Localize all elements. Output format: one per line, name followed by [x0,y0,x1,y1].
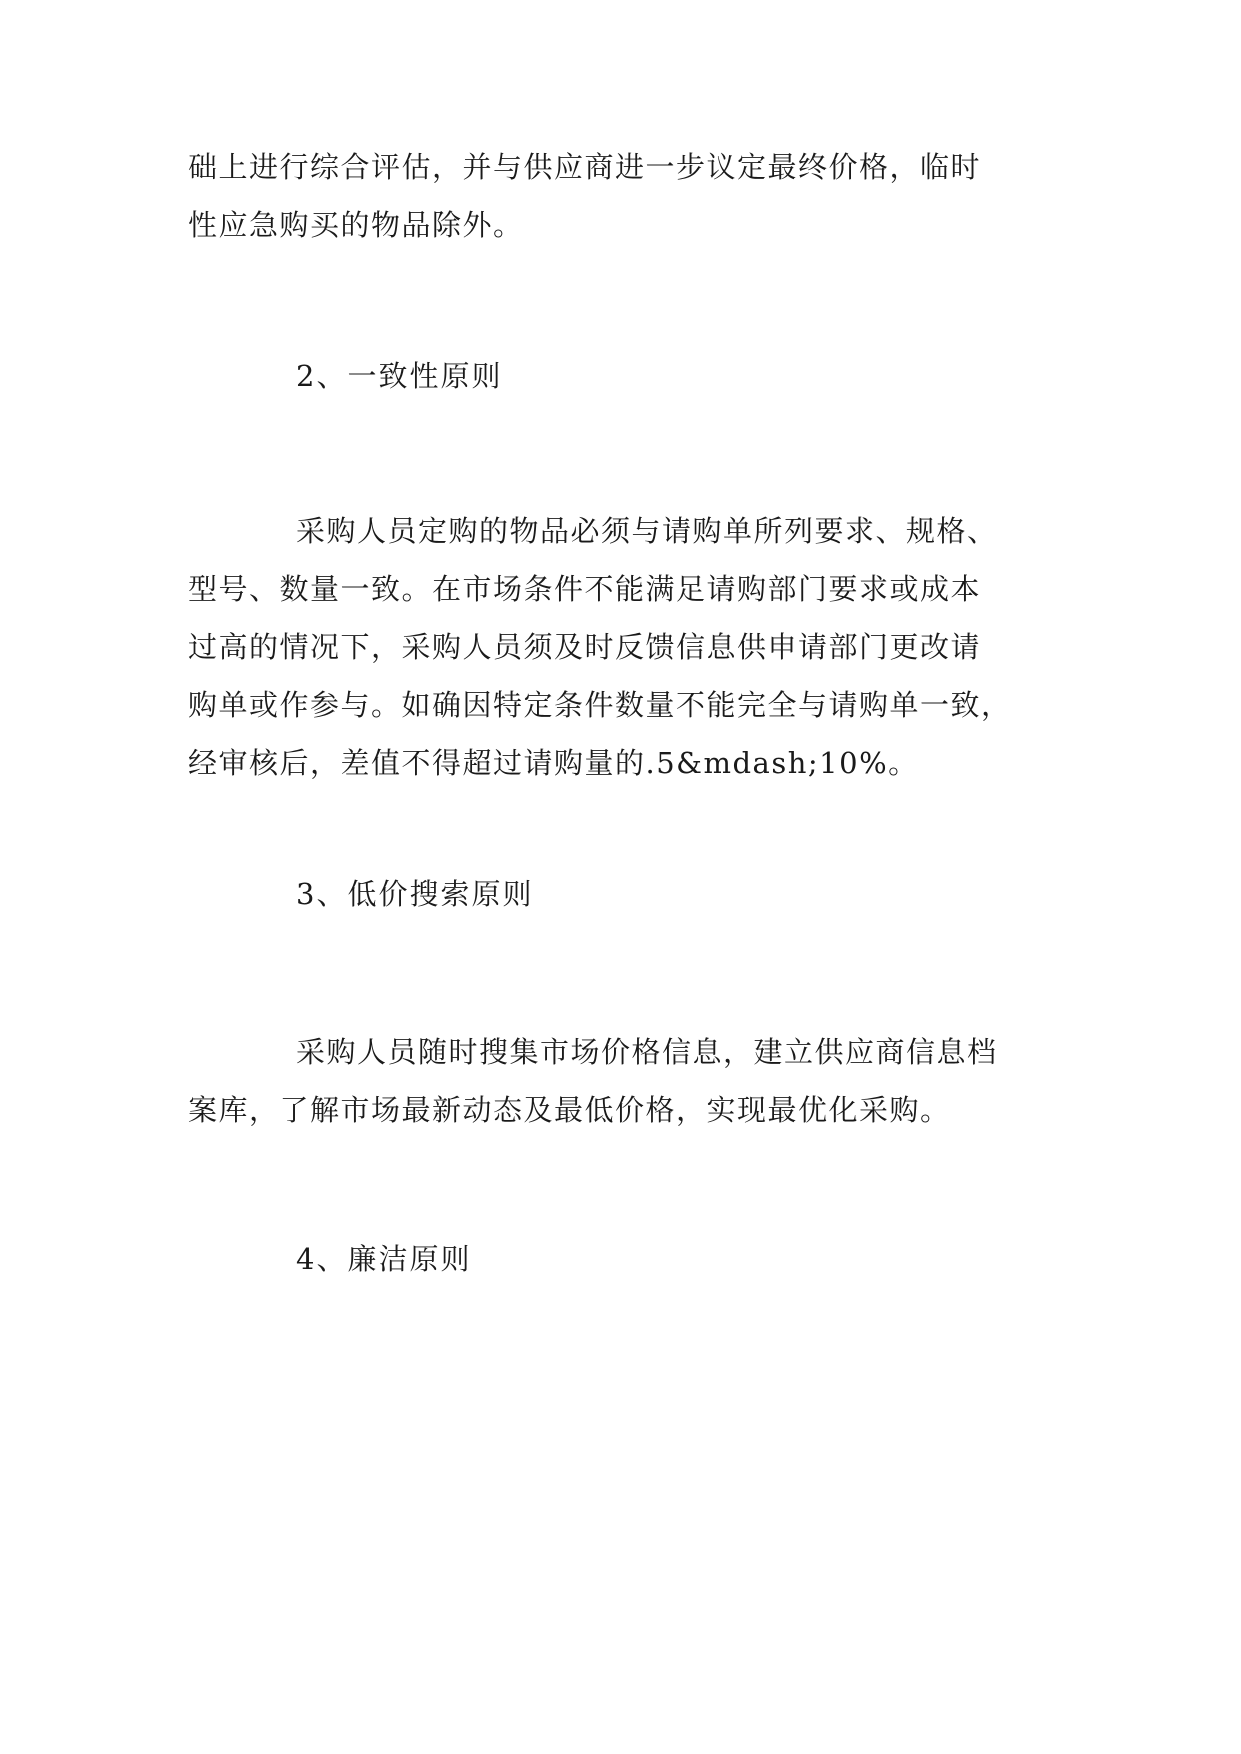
section-2-heading-block [188,347,1068,405]
paragraph-line: 础上进行综合评估，并与供应商进一步议定最终价格，临时 [188,150,982,184]
section-heading: 4、廉洁原则 [296,1242,472,1276]
paragraph-intro [188,138,1068,254]
section-4-heading-block [188,1230,1068,1288]
section-2-paragraph [188,502,1068,792]
section-3-heading-block [188,865,1068,923]
paragraph-line: 过高的情况下，采购人员须及时反馈信息供申请部门更改请 [188,630,982,664]
section-heading: 3、低价搜索原则 [296,877,534,911]
paragraph-line: 采购人员定购的物品必须与请购单所列要求、规格、 [296,514,998,548]
paragraph-line: 案库，了解市场最新动态及最低价格，实现最优化采购。 [188,1093,951,1127]
paragraph-line: 购单或作参与。如确因特定条件数量不能完全与请购单一致， [188,688,1012,722]
section-3-paragraph [188,1023,1068,1139]
paragraph-line: 性应急购买的物品除外。 [188,208,524,242]
paragraph-line: 经审核后，差值不得超过请购量的.5&mdash;10%。 [188,746,919,780]
paragraph-line: 型号、数量一致。在市场条件不能满足请购部门要求或成本 [188,572,982,606]
paragraph-line: 采购人员随时搜集市场价格信息，建立供应商信息档 [296,1035,998,1069]
section-heading: 2、一致性原则 [296,359,503,393]
